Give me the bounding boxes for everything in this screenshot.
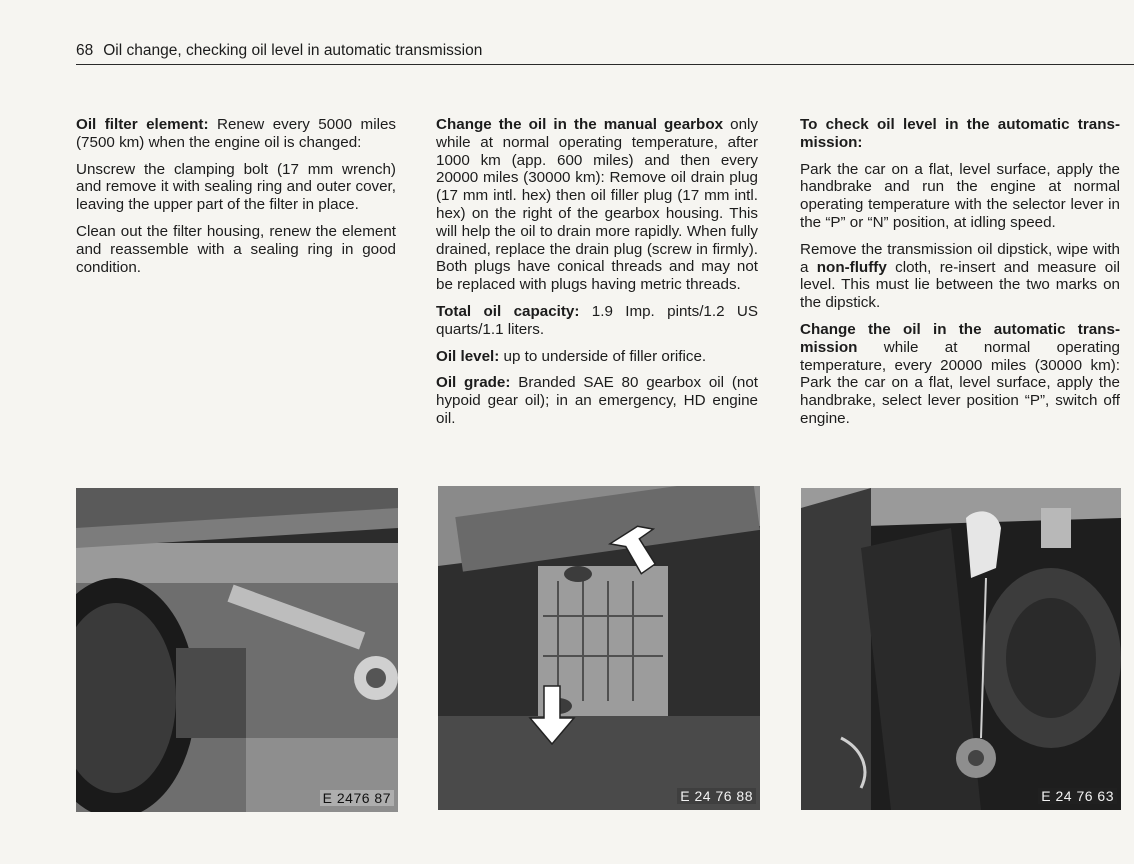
subheading: Change the oil in the manual gearbox	[436, 116, 724, 133]
subheading: Change the oil in the automatic transmission	[800, 320, 1120, 356]
paragraph	[436, 374, 758, 427]
paragraph-text: cloth, re-insert and measure oil level. This must lie between the two marks on the dipstick.	[800, 258, 1120, 312]
photo-dipstick-image	[801, 488, 1121, 810]
paragraph	[800, 241, 1120, 312]
page-header	[76, 42, 1134, 65]
paragraph-text: Remove the transmission oil dipstick, wipe with a	[800, 240, 1120, 276]
paragraph-text: 1.9 Imp. pints/1.2 US quarts/1.1 liters.	[436, 302, 758, 338]
paragraph: Unscrew the clamping bolt (17 mm wrench) and remove it with sealing ring and outer cover, leaving the upper part of the filter in place.	[76, 160, 396, 214]
photo-oil-filter-image	[76, 488, 398, 812]
photo-manual-gearbox	[438, 486, 760, 810]
page-number: 68	[76, 42, 94, 59]
page-title: Oil change, checking oil level in automatic transmission	[103, 42, 483, 59]
paragraph-text: while at normal operating temperature, every 20000 miles (30000 km): Park the car on a flat, level surface, apply the handbrake, select lever position “P”, switch off engine.	[800, 338, 1120, 427]
paragraph: Clean out the filter housing, renew the element and reassemble with a sealing ring in good condition.	[76, 222, 396, 276]
subheading: Oil filter element:	[76, 116, 209, 133]
photo-auto-transmission-dipstick	[801, 488, 1121, 810]
paragraph	[436, 348, 758, 366]
subheading: Total oil capacity:	[436, 302, 580, 320]
photo-oil-filter	[76, 488, 398, 812]
subheading: Oil level:	[436, 347, 500, 365]
paragraph-text: only while at normal operating temperature, after 1000 km (app. 600 miles) and then every 20000 miles (30000 km): Remove oil drain plug (17 mm intl. hex) then oil filler plug (17 mm intl. hex) on the right of the gearbox housing. This will help the oil to drain more rapidly. When fully drained, replace the drain plug (screw in firmly). Both plugs have conical threads and may not be replaced with plugs having metric threads.	[436, 116, 758, 294]
paragraph-text: Renew every 5000 miles (7500 km) when the engine oil is changed:	[76, 116, 396, 151]
subheading: Oil grade:	[436, 374, 511, 392]
column-automatic-transmission	[800, 116, 1120, 437]
paragraph-text: up to underside of filler orifice.	[499, 347, 707, 365]
paragraph	[800, 321, 1120, 428]
paragraph	[436, 116, 758, 294]
paragraph	[436, 303, 758, 339]
figure-code: E 24 76 63	[1038, 788, 1117, 804]
subheading: To check oil level in the automatic transmission:	[800, 116, 1120, 151]
figure-code: E 24 76 88	[677, 788, 756, 804]
column-manual-gearbox	[436, 116, 758, 437]
figure-code: E 2476 87	[320, 790, 394, 806]
emphasis: non-fluffy	[816, 258, 887, 276]
paragraph	[76, 116, 396, 152]
paragraph-text: Branded SAE 80 gearbox oil (not hypoid gear oil); in an emergency, HD engine oil.	[436, 374, 758, 427]
column-oil-filter	[76, 116, 396, 285]
photo-manual-gearbox-image	[438, 486, 760, 810]
paragraph	[800, 116, 1120, 152]
paragraph: Park the car on a flat, level surface, apply the handbrake and run the engine at normal operating temperature with the selector lever in the “P” or “N” position, at idling speed.	[800, 160, 1120, 231]
